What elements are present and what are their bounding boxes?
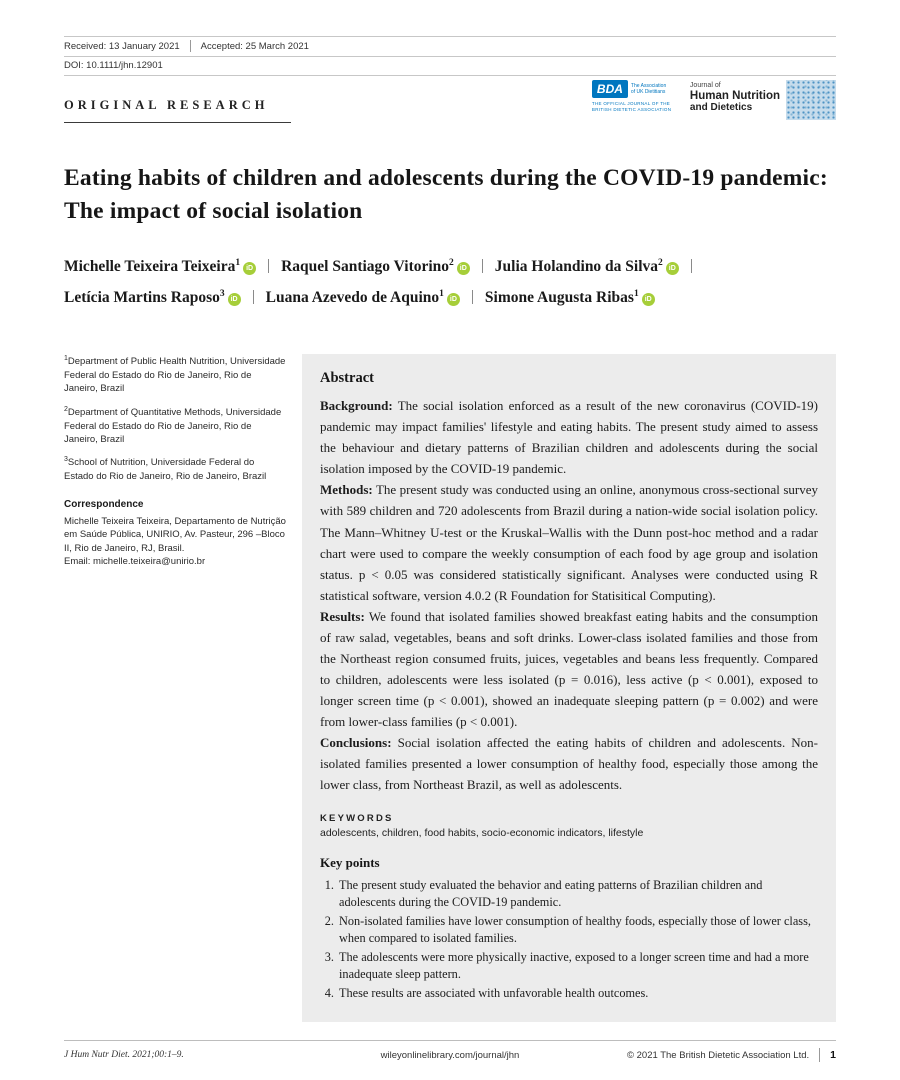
dates-divider	[190, 40, 191, 52]
key-point-item: 1. The present study evaluated the behavior and eating patterns of Brazilian children and adolescents during the COVID-19 pandemic.	[337, 877, 818, 911]
bda-sub-text: The Association of UK Dietitians	[630, 83, 667, 95]
footer-journal-url[interactable]: wileyonlinelibrary.com/journal/jhn	[380, 1049, 520, 1061]
orcid-icon[interactable]: iD	[447, 293, 460, 306]
doi: DOI: 10.1111/jhn.12901	[64, 60, 163, 71]
journal-logos	[592, 80, 836, 120]
affiliation: $^2$Department of Quantitative Methods, Universidade Federal do Estado do Rio de Janeiro, Rio de Janeiro, Brazil	[64, 405, 282, 445]
correspondence-heading: Correspondence	[64, 498, 144, 510]
author-separator	[482, 259, 483, 273]
correspondence-email[interactable]: Email: michelle.teixeira@unirio.br	[64, 556, 206, 568]
dates-row	[64, 37, 836, 56]
author: Raquel Santiago Vitorino$^2$iD	[281, 258, 470, 275]
affiliation: $^3$School of Nutrition, Universidade Federal do Estado do Rio de Janeiro, Rio de Janeiro, Brazil	[64, 456, 267, 483]
author-separator	[253, 290, 254, 304]
footer-page-number: 1	[830, 1049, 836, 1061]
doi-rule	[64, 75, 836, 76]
page-footer	[64, 1040, 836, 1062]
orcid-icon[interactable]: iD	[666, 262, 679, 275]
key-point-item: 4. These results are associated with unfavorable health outcomes.	[337, 985, 818, 1002]
bda-logo	[592, 80, 680, 113]
journal-prefix: Journal of	[689, 82, 721, 89]
footer-copyright-area	[579, 1048, 836, 1062]
key-points-list	[320, 877, 818, 1002]
author: Simone Augusta Ribas$^1$iD	[485, 289, 655, 306]
accepted-date: Accepted: 25 March 2021	[200, 40, 309, 52]
key-point-item: 2. Non-isolated families have lower consumption of healthy foods, especially those of lower class, when compared to isolated families.	[337, 913, 818, 947]
orcid-icon[interactable]: iD	[457, 262, 470, 275]
author-list	[64, 251, 836, 315]
bda-logo-icon: BDA	[592, 80, 628, 98]
journal-name-line2: and Dietetics	[689, 102, 753, 114]
article-type	[64, 96, 291, 123]
received-date: Received: 13 January 2021	[64, 40, 180, 52]
bda-tagline: THE OFFICIAL JOURNAL OF THE BRITISH DIETETIC ASSOCIATION	[591, 101, 672, 113]
orcid-icon[interactable]: iD	[243, 262, 256, 275]
author-separator	[268, 259, 269, 273]
affiliation: $^1$Department of Public Health Nutrition, Universidade Federal do Estado do Rio de Janeiro, Rio de Janeiro, Brazil	[64, 355, 286, 395]
journal-name-line1: Human Nutrition	[689, 89, 780, 102]
orcid-icon[interactable]: iD	[228, 293, 241, 306]
abstract-background: Background: The social isolation enforced as a result of the new coronavirus (COVID-19) pandemic may impact families' lifestyle and eating habits. The present study aimed to assess the behaviour and dietary patterns of Brazilian children and adolescents during the social isolation imposed by the COVID-19 pandemic.	[320, 398, 819, 477]
main-content	[64, 354, 836, 1022]
keywords-list: adolescents, children, food habits, socio-economic indicators, lifestyle	[320, 827, 644, 840]
author: Letícia Martins Raposo$^3$iD	[64, 289, 241, 306]
journal-cover-thumbnail	[786, 80, 836, 120]
page-title: Eating habits of children and adolescents during the COVID-19 pandemic: The impact of social isolation	[64, 165, 828, 225]
author: Julia Holandino da Silva$^2$iD	[495, 258, 679, 275]
author: Michelle Teixeira Teixeira$^1$iD	[64, 258, 256, 275]
orcid-icon[interactable]: iD	[642, 293, 655, 306]
journal-logo	[690, 80, 836, 120]
doi-row	[64, 57, 836, 75]
footer-copyright: © 2021 The British Dietetic Association Ltd.	[626, 1049, 810, 1061]
author: Luana Azevedo de Aquino$^1$iD	[266, 289, 460, 306]
key-point-item: 3. The adolescents were more physically inactive, exposed to a longer screen time and had a more inadequate sleep pattern.	[337, 949, 818, 983]
correspondence-text: Michelle Teixeira Teixeira, Departamento de Nutrição em Saúde Pública, UNIRIO, Av. Pasteur, 296 –Bloco II, Rio de Janeiro, RJ, Brasil.	[64, 515, 286, 554]
abstract-conclusions: Conclusions: Social isolation affected the eating habits of children and adolescents. Non-isolated families presented a lower consumption of healthy food, especially those among the lower class, from Northeast Brazil, as well as adolescents.	[320, 735, 818, 793]
abstract-heading: Abstract	[320, 370, 374, 387]
footer-page-divider	[819, 1048, 820, 1062]
footer-citation: J Hum Nutr Diet. 2021;00:1–9.	[64, 1050, 184, 1060]
author-separator	[472, 290, 473, 304]
article-type-label: ORIGINAL RESEARCH	[64, 98, 291, 123]
keywords-block	[320, 813, 818, 839]
header-row	[64, 80, 836, 138]
journal-logo-text	[690, 80, 780, 113]
abstract-methods: Methods: The present study was conducted using an online, anonymous cross-sectional survey with 589 children and 720 adolescents from Brazil during a nation-wide social isolation policy. The Mann–Whitney U-test or the Kruskal–Wallis with the Dunn post-hoc method and a radar chart were used to compare the weekly consumption of each food by age group and isolation status. p < 0.05 was considered statistically significant. Analyses were conducted using R statistical software, version 4.0.2 (R Foundation for Statisitical Computing).	[320, 482, 818, 603]
abstract-box	[302, 354, 836, 1022]
key-points-heading: Key points	[320, 855, 380, 871]
key-points-block	[320, 855, 818, 1002]
abstract-results: Results: We found that isolated families showed breakfast eating habits and the consumption of raw salad, vegetables, beans and soft drinks. Lower-class isolated families and those from the Northeast region consumed fruits, juices, vegetables and beans less frequently. Compared to children, adolescents were less isolated (p = 0.016), less active (p < 0.001), exposed to longer screen time (p < 0.001), showed an inadequate sleeping pattern (p = 0.002) and were from lower-class families (p < 0.001).	[320, 608, 819, 729]
affiliations-column	[64, 354, 286, 1022]
author-separator	[691, 259, 692, 273]
keywords-heading: KEYWORDS	[320, 813, 394, 825]
